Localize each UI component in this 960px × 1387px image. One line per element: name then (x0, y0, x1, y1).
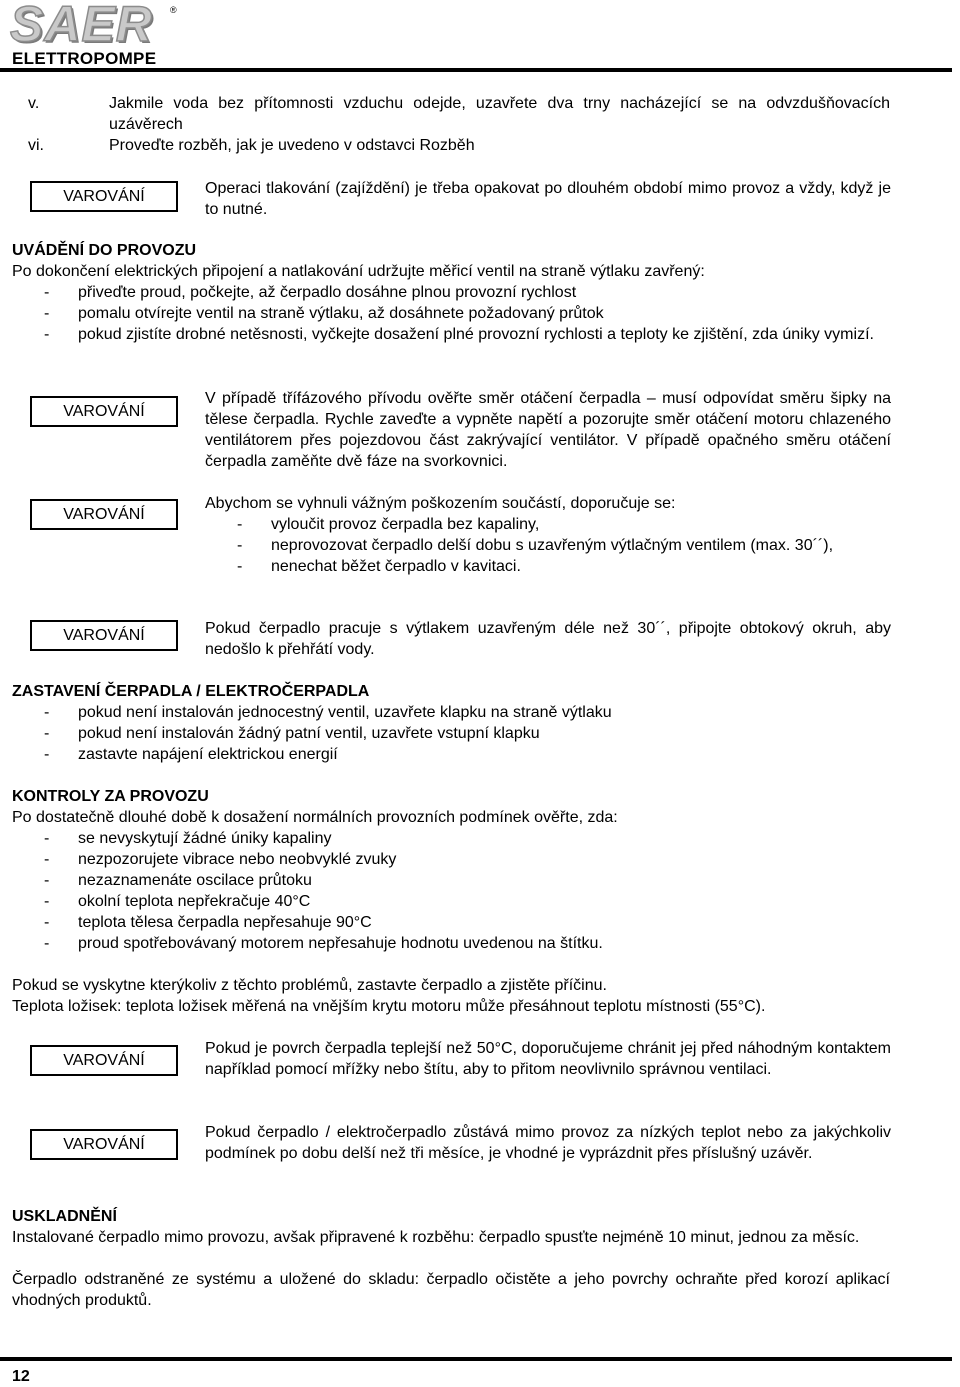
list-item: - zastavte napájení elektrickou energií (12, 744, 890, 765)
header-rule (0, 68, 952, 72)
step-number: vi. (28, 137, 44, 154)
list-item: - vyloučit provoz čerpadla bez kapaliny, (205, 514, 891, 535)
stopping-list (12, 702, 890, 765)
registered-mark: ® (170, 5, 177, 15)
checks-note: Pokud se vyskytne kterýkoliv z těchto problémů, zastavte čerpadlo a zjistěte příčinu. (12, 977, 607, 994)
step-number: v. (28, 95, 40, 112)
list-item: - pokud není instalován žádný patní ventil, uzavřete vstupní klapku (12, 723, 890, 744)
saer-logo (10, 0, 180, 71)
step-text: Jakmile voda bez přítomnosti vzduchu odejde, uzavřete dva trny nacházející se na odvzdušňovacích uzávěrech (109, 95, 890, 133)
list-item: - přiveďte proud, počkejte, až čerpadlo dosáhne plnou provozní rychlost (12, 282, 890, 303)
warning-text: Operaci tlakování (zajíždění) je třeba opakovat po dlouhém období mimo provoz a vždy, když je to nutné. (205, 180, 891, 218)
commissioning-intro: Po dokončení elektrických připojení a natlakování udržujte měřicí ventil na straně výtlaku zavřený: (12, 263, 705, 280)
section-title-checks: KONTROLY ZA PROVOZU (12, 788, 209, 805)
list-item: - pokud zjistíte drobné netěsnosti, vyčkejte dosažení plné provozní rychlosti a teploty ke zjištění, zda úniky vymizí. (12, 324, 890, 345)
storage-text: Čerpadlo odstraněné ze systému a uložené do skladu: čerpadlo očistěte a jeho povrchy ochraňte před korozí aplikací vhodných produktů. (12, 1271, 890, 1309)
warning-text: Abychom se vyhnuli vážným poškozením součástí, doporučuje se: (205, 495, 676, 512)
warning-text: V případě třífázového přívodu ověřte směr otáčení čerpadla – musí odpovídat směru šipky na tělese čerpadla. Rychle zaveďte a vypněte napětí a pozorujte směr otáčení motoru chlazeného ventilátorem přes pojezdovou část zakrývající ventilátor. V případě opačného směru otáčení čerpadla zaměňte dvě fáze na svorkovnici. (205, 390, 891, 470)
list-item: - se nevyskytují žádné úniky kapaliny (12, 828, 890, 849)
list-item: - nezpozorujete vibrace nebo neobvyklé zvuky (12, 849, 890, 870)
warning-label: VAROVÁNÍ (30, 1045, 178, 1076)
storage-text: Instalované čerpadlo mimo provozu, avšak připravené k rozběhu: čerpadlo spusťte nejméně 10 minut, jednou za měsíc. (12, 1229, 860, 1246)
warning-label: VAROVÁNÍ (30, 620, 178, 651)
page-number: 12 (12, 1368, 30, 1385)
logo-subtitle: ELETTROPOMPE (12, 49, 157, 68)
list-item: - neprovozovat čerpadlo delší dobu s uzavřeným výtlačným ventilem (max. 30´´), (205, 535, 891, 556)
warning-label: VAROVÁNÍ (30, 181, 178, 212)
warning-label: VAROVÁNÍ (30, 396, 178, 427)
warning-label: VAROVÁNÍ (30, 1129, 178, 1160)
list-item: - pokud není instalován jednocestný ventil, uzavřete klapku na straně výtlaku (12, 702, 890, 723)
section-title-storage: USKLADNĚNÍ (12, 1208, 117, 1225)
section-title-stopping: ZASTAVENÍ ČERPADLA / ELEKTROČERPADLA (12, 683, 370, 700)
warning-block (205, 493, 891, 577)
warning-label: VAROVÁNÍ (30, 499, 178, 530)
list-item: - pomalu otvírejte ventil na straně výtlaku, až dosáhnete požadovaný průtok (12, 303, 890, 324)
checks-list (12, 828, 890, 954)
list-item: - teplota tělesa čerpadla nepřesahuje 90°C (12, 912, 890, 933)
step-text: Proveďte rozběh, jak je uvedeno v odstavci Rozběh (109, 137, 475, 154)
list-item: - okolní teplota nepřekračuje 40°C (12, 891, 890, 912)
logo-wordmark: SAER (10, 0, 153, 52)
checks-intro: Po dostatečně dlouhé době k dosažení normálních provozních podmínek ověřte, zda: (12, 809, 618, 826)
warning-text: Pokud čerpadlo / elektročerpadlo zůstává mimo provoz za nízkých teplot nebo za jakýchkoliv podmínek po dobu delší než tři měsíce, je vhodné je vyprázdnit přes příslušný uzávěr. (205, 1124, 891, 1162)
warning-text: Pokud čerpadlo pracuje s výtlakem uzavřeným déle než 30´´, připojte obtokový okruh, aby nedošlo k přehřátí vody. (205, 620, 891, 658)
list-item: - nenechat běžet čerpadlo v kavitaci. (205, 556, 891, 577)
commissioning-list (12, 282, 890, 345)
section-title-commissioning: UVÁDĚNÍ DO PROVOZU (12, 242, 197, 259)
warning-text: Pokud je povrch čerpadla teplejší než 50°C, doporučujeme chránit jej před náhodným kontaktem například pomocí mřížky nebo štítu, aby to přitom neovlivnilo správnou ventilaci. (205, 1040, 891, 1078)
footer-rule (0, 1357, 952, 1361)
warning-list (205, 514, 891, 577)
list-item: - nezaznamenáte oscilace průtoku (12, 870, 890, 891)
checks-note: Teplota ložisek: teplota ložisek měřená na vnějším krytu motoru může přesáhnout teplotu místnosti (55°C). (12, 998, 766, 1015)
list-item: - proud spotřebovávaný motorem nepřesahuje hodnotu uvedenou na štítku. (12, 933, 890, 954)
